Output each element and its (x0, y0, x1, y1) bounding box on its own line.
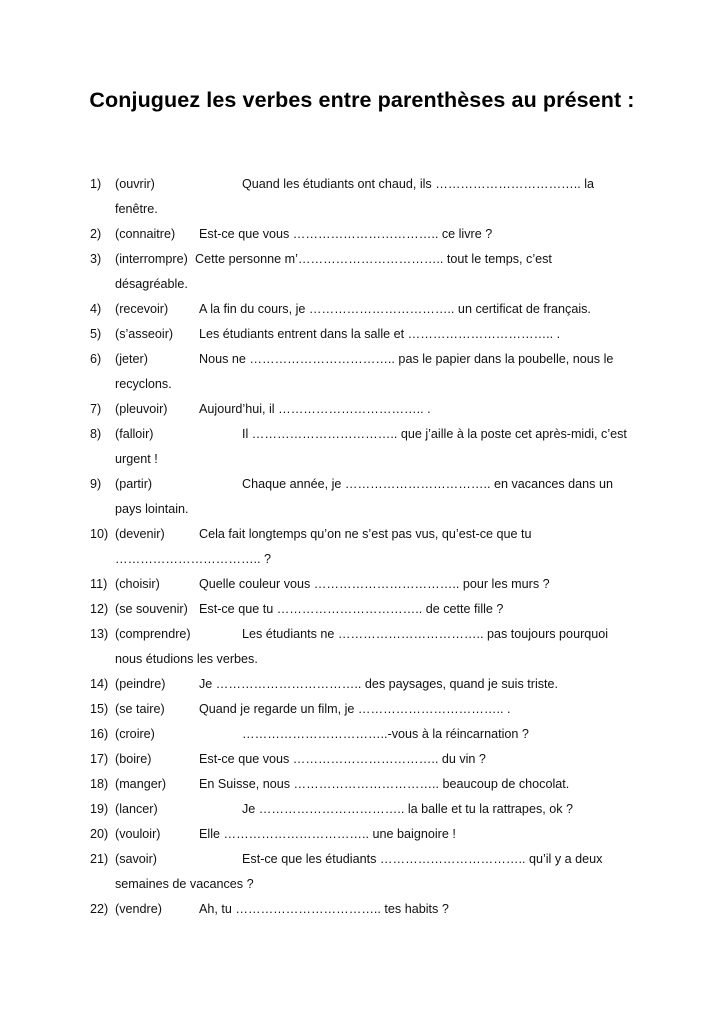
exercise-verb: (devenir) (115, 527, 165, 541)
exercise-sentence: En Suisse, nous …………………………….. beaucoup de chocolat. (199, 777, 570, 791)
exercise-verb: (se taire) (115, 702, 165, 716)
exercise-verb: (interrompre) (115, 252, 188, 266)
exercise-number: 3) (90, 252, 102, 266)
exercise-number: 11) (90, 577, 108, 591)
exercise-number: 14) (90, 677, 109, 691)
exercise-verb: (falloir) (115, 427, 154, 441)
exercise-verb: (choisir) (115, 577, 160, 591)
exercise-number: 15) (90, 702, 109, 716)
exercise-number: 2) (90, 227, 102, 241)
exercise-sentence-continuation: urgent ! (115, 452, 158, 466)
exercise-sentence: ……………………………..-vous à la réincarnation ? (242, 727, 529, 741)
exercise-sentence-continuation: …………………………….. ? (115, 552, 272, 566)
exercise-sentence: Quelle couleur vous …………………………….. pour les murs ? (199, 577, 550, 591)
exercise-sentence: Nous ne …………………………….. pas le papier dans la poubelle, nous le (199, 352, 614, 366)
exercise-sentence: Les étudiants ne …………………………….. pas toujours pourquoi (242, 627, 609, 641)
exercise-verb: (manger) (115, 777, 167, 791)
exercise-sentence: Je …………………………….. la balle et tu la rattrapes, ok ? (242, 802, 574, 816)
exercise-number: 20) (90, 827, 109, 841)
exercise-sentence: Est-ce que tu …………………………….. de cette fille ? (199, 602, 504, 616)
exercise-number: 22) (90, 902, 109, 916)
exercise-verb: (connaitre) (115, 227, 176, 241)
exercise-sentence-continuation: pays lointain. (115, 502, 189, 516)
exercise-sentence-continuation: désagréable. (115, 277, 188, 291)
exercise-sentence: Il …………………………….. que j’aille à la poste cet après-midi, c’est (242, 427, 627, 441)
exercise-verb: (lancer) (115, 802, 158, 816)
exercise-number: 6) (90, 352, 102, 366)
exercise-number: 10) (90, 527, 109, 541)
exercise-number: 5) (90, 327, 102, 341)
exercise-sentence: Aujourd’hui, il …………………………….. . (199, 402, 431, 416)
exercise-number: 19) (90, 802, 109, 816)
exercise-number: 17) (90, 752, 109, 766)
exercise-sentence-continuation: recyclons. (115, 377, 172, 391)
exercise-sentence: Cette personne m’…………………………….. tout le temps, c’est (195, 252, 552, 266)
exercise-sentence: Ah, tu …………………………….. tes habits ? (199, 902, 449, 916)
exercise-number: 9) (90, 477, 102, 491)
exercise-number: 12) (90, 602, 109, 616)
exercise-verb: (partir) (115, 477, 153, 491)
exercise-number: 18) (90, 777, 109, 791)
exercise-number: 4) (90, 302, 102, 316)
exercise-number: 13) (90, 627, 109, 641)
exercise-sentence: Chaque année, je …………………………….. en vacances dans un (242, 477, 613, 491)
exercise-number: 16) (90, 727, 109, 741)
exercise-sentence: Elle …………………………….. une baignoire ! (199, 827, 456, 841)
exercise-verb: (s’asseoir) (115, 327, 174, 341)
exercise-sentence-continuation: semaines de vacances ? (115, 877, 254, 891)
exercise-sentence: Est-ce que les étudiants …………………………….. qu’il y a deux (242, 852, 603, 866)
exercise-verb: (jeter) (115, 352, 148, 366)
exercise-verb: (croire) (115, 727, 155, 741)
exercise-verb: (ouvrir) (115, 177, 155, 191)
exercise-verb: (comprendre) (115, 627, 191, 641)
exercise-verb: (boire) (115, 752, 152, 766)
exercise-verb: (pleuvoir) (115, 402, 168, 416)
exercise-verb: (se souvenir) (115, 602, 188, 616)
exercise-sentence: Cela fait longtemps qu’on ne s’est pas vus, qu’est-ce que tu (199, 527, 532, 541)
exercise-sentence: Quand je regarde un film, je …………………………….. . (199, 702, 511, 716)
exercise-sentence: Est-ce que vous …………………………….. du vin ? (199, 752, 486, 766)
exercise-verb: (peindre) (115, 677, 166, 691)
exercise-verb: (recevoir) (115, 302, 169, 316)
page-title: Conjuguez les verbes entre parenthèses au présent : (89, 88, 635, 112)
exercise-sentence: Quand les étudiants ont chaud, ils …………………………….. la (242, 177, 595, 191)
exercise-verb: (savoir) (115, 852, 157, 866)
exercise-number: 7) (90, 402, 102, 416)
exercise-verb: (vendre) (115, 902, 162, 916)
exercise-sentence-continuation: fenêtre. (115, 202, 158, 216)
exercise-sentence: Les étudiants entrent dans la salle et …………………………….. . (199, 327, 561, 341)
exercise-number: 8) (90, 427, 102, 441)
exercise-number: 21) (90, 852, 109, 866)
exercise-number: 1) (90, 177, 102, 191)
exercise-sentence: Je …………………………….. des paysages, quand je suis triste. (199, 677, 559, 691)
exercise-sentence: Est-ce que vous …………………………….. ce livre ? (199, 227, 493, 241)
exercise-sentence-continuation: nous étudions les verbes. (115, 652, 258, 666)
exercise-verb: (vouloir) (115, 827, 161, 841)
exercise-sentence: A la fin du cours, je …………………………….. un certificat de français. (199, 302, 591, 316)
